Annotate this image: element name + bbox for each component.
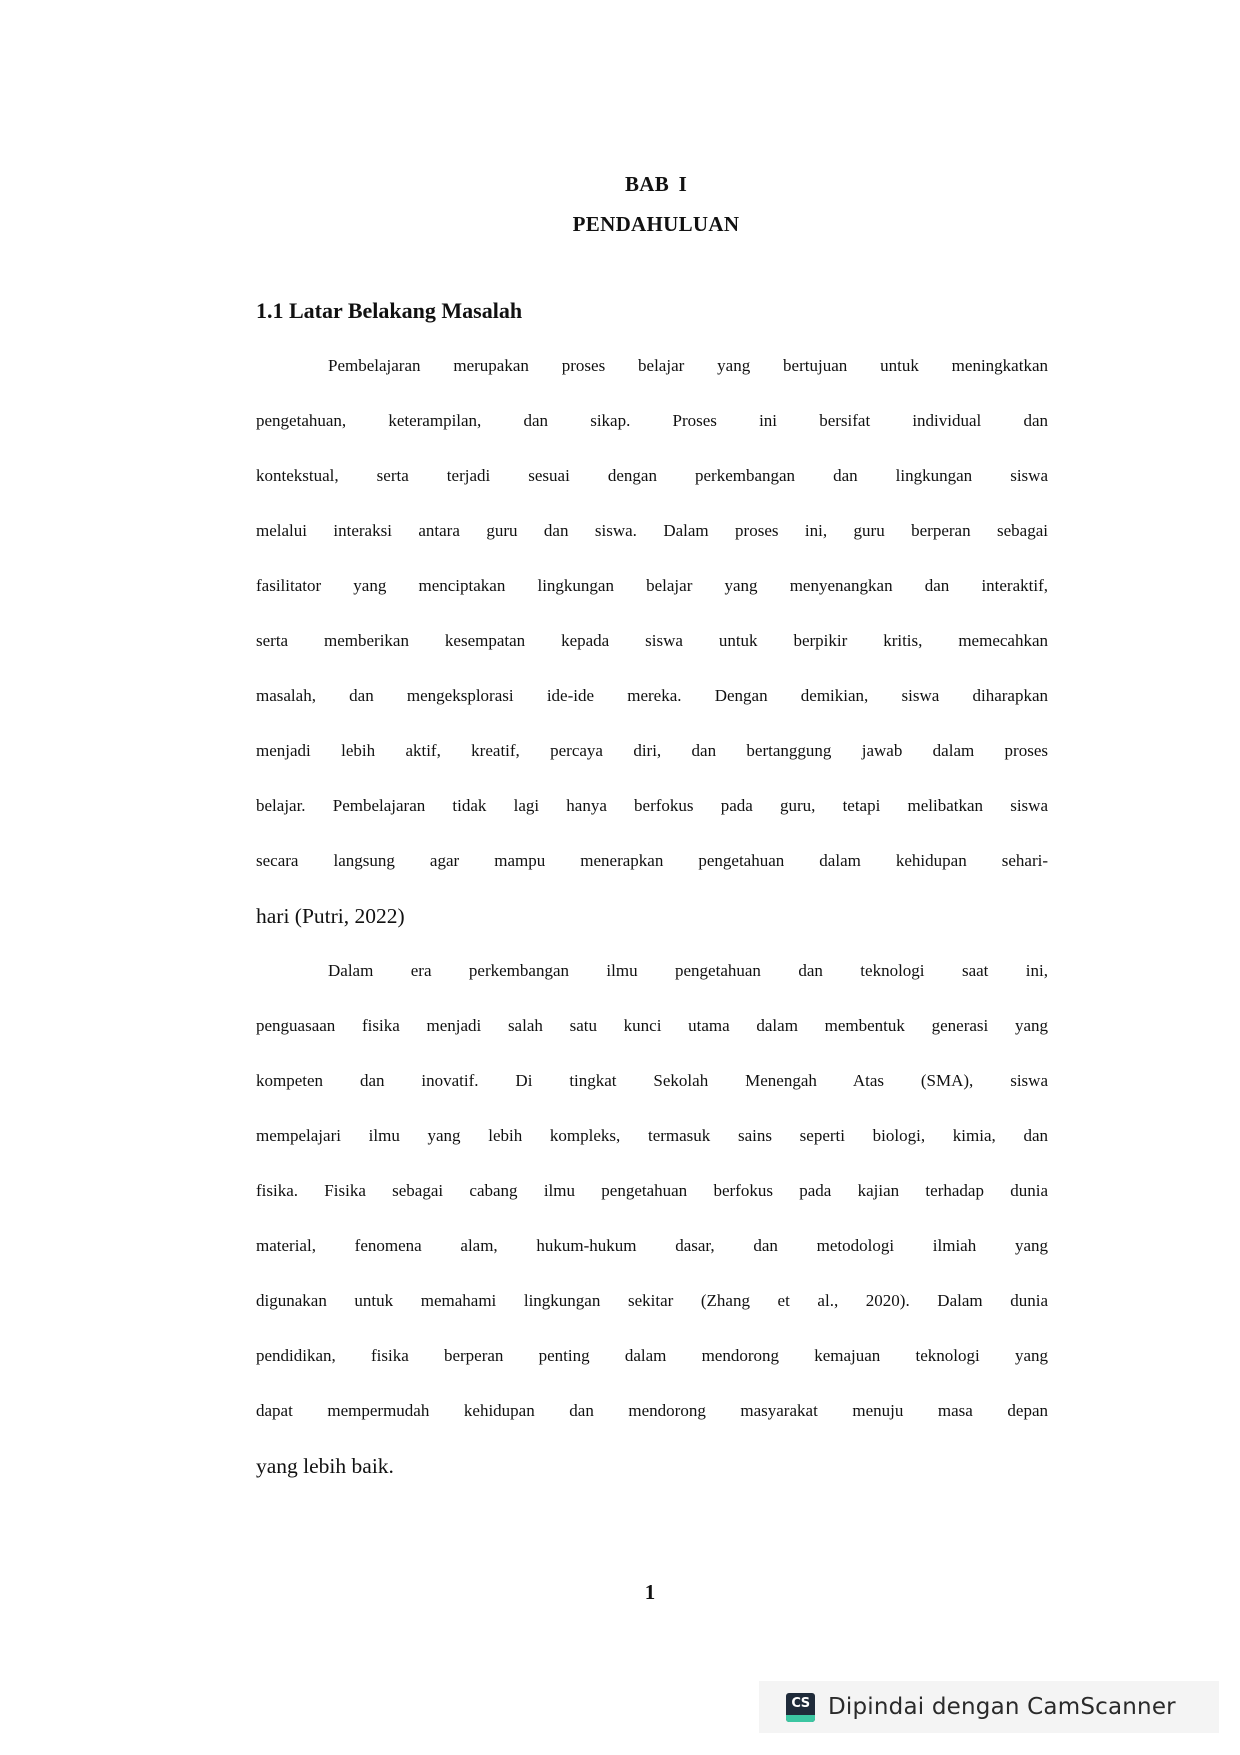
text-line: mempelajari ilmu yang lebih kompleks, termasuk sains seperti biologi, kimia, dan — [256, 1126, 1048, 1145]
text-line: Pembelajaran merupakan proses belajar yang bertujuan untuk meningkatkan — [328, 356, 1048, 375]
text-line: melalui interaksi antara guru dan siswa. Dalam proses ini, guru berperan sebagai — [256, 521, 1048, 540]
section-heading: 1.1 Latar Belakang Masalah — [256, 298, 523, 323]
body-text — [256, 353, 1048, 1508]
page-number: 1 — [644, 1580, 656, 1604]
text-line: dapat mempermudah kehidupan dan mendorong masyarakat menuju masa depan — [256, 1401, 1048, 1420]
text-line: masalah, dan mengeksplorasi ide-ide mereka. Dengan demikian, siswa diharapkan — [256, 686, 1048, 705]
text-line: hari (Putri, 2022) — [256, 904, 405, 928]
camscanner-watermark — [759, 1681, 1219, 1733]
text-line: Dalam era perkembangan ilmu pengetahuan dan teknologi saat ini, — [328, 961, 1048, 980]
text-line: pengetahuan, keterampilan, dan sikap. Proses ini bersifat individual dan — [256, 411, 1048, 430]
watermark-text: Dipindai dengan CamScanner — [828, 1694, 1176, 1720]
camscanner-logo-text: CS — [791, 1695, 810, 1711]
text-line: pendidikan, fisika berperan penting dalam mendorong kemajuan teknologi yang — [256, 1346, 1048, 1365]
text-line: penguasaan fisika menjadi salah satu kunci utama dalam membentuk generasi yang — [256, 1016, 1048, 1035]
text-line: material, fenomena alam, hukum-hukum dasar, dan metodologi ilmiah yang — [256, 1236, 1048, 1255]
logo-stripe — [786, 1715, 815, 1722]
text-line: fisika. Fisika sebagai cabang ilmu pengetahuan berfokus pada kajian terhadap dunia — [256, 1181, 1048, 1200]
text-line: kontekstual, serta terjadi sesuai dengan perkembangan dan lingkungan siswa — [256, 466, 1048, 485]
text-line: belajar. Pembelajaran tidak lagi hanya berfokus pada guru, tetapi melibatkan siswa — [256, 796, 1048, 815]
text-line: secara langsung agar mampu menerapkan pengetahuan dalam kehidupan sehari- — [256, 851, 1048, 870]
chapter-title: PENDAHULUAN — [572, 212, 740, 236]
text-line: digunakan untuk memahami lingkungan sekitar (Zhang et al., 2020). Dalam dunia — [256, 1291, 1048, 1310]
text-line: menjadi lebih aktif, kreatif, percaya diri, dan bertanggung jawab dalam proses — [256, 741, 1048, 760]
camscanner-logo-icon — [786, 1693, 815, 1722]
text-line: kompeten dan inovatif. Di tingkat Sekolah Menengah Atas (SMA), siswa — [256, 1071, 1048, 1090]
text-line: yang lebih baik. — [256, 1454, 394, 1478]
text-line: serta memberikan kesempatan kepada siswa untuk berpikir kritis, memecahkan — [256, 631, 1048, 650]
text-line: fasilitator yang menciptakan lingkungan belajar yang menyenangkan dan interaktif, — [256, 576, 1048, 595]
chapter-number: BAB I — [624, 172, 688, 196]
